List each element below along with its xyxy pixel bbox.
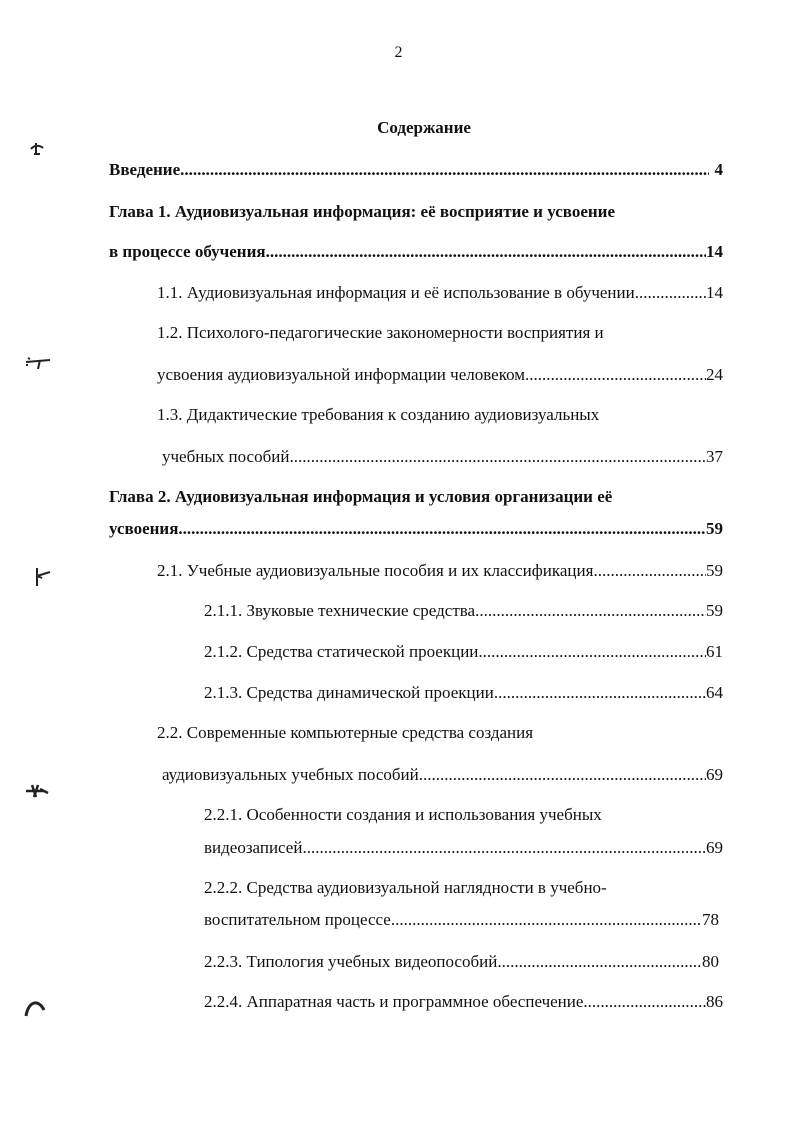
toc-section-1-1[interactable] [157, 282, 723, 304]
toc-entry-label: усвоения аудиовизуальной информации человеком [157, 365, 526, 384]
toc-entry-label: 1.3. Дидактические требования к созданию аудиовизуальных [157, 405, 600, 424]
toc-section-1-2-line2[interactable] [157, 364, 723, 386]
scan-mark-icon [28, 566, 54, 592]
toc-entry-page: 69 [706, 838, 723, 857]
leader-dots [419, 764, 706, 786]
scan-mark-icon [28, 140, 50, 162]
toc-entry-page: 14 [706, 242, 723, 261]
toc-entry-label: воспитательном процессе [204, 910, 391, 929]
toc-entry-page: 86 [706, 992, 723, 1011]
toc-entry-page: 37 [706, 447, 723, 466]
toc-entry-page: 4 [714, 160, 723, 179]
toc-entry-page: 24 [706, 365, 723, 384]
toc-entry-label: 2.1. Учебные аудиовизуальные пособия и их классификация [157, 561, 594, 580]
toc-section-2-1[interactable] [157, 560, 723, 582]
toc-entry-label: в процессе обучения [109, 242, 266, 261]
toc-entry-label: 1.1. Аудиовизуальная информация и её использование в обучении [157, 283, 635, 302]
leader-dots [180, 159, 708, 181]
toc-entry-page: 59 [706, 519, 723, 538]
toc-section-1-3-line1[interactable] [157, 404, 717, 426]
toc-entry-page: 14 [706, 283, 723, 302]
leader-dots [289, 446, 706, 468]
leader-dots [593, 560, 706, 582]
toc-entry-label: учебных пособий [162, 447, 290, 466]
toc-section-1-3-line2[interactable] [162, 446, 723, 468]
toc-subsection-2-1-2[interactable] [204, 641, 723, 663]
toc-chapter-1-line2[interactable] [109, 241, 723, 263]
toc-entry-intro[interactable] [109, 159, 723, 181]
toc-entry-page: 69 [706, 765, 723, 784]
toc-entry-page: 59 [706, 601, 723, 620]
leader-dots [178, 518, 706, 540]
toc-entry-label: 2.2.2. Средства аудиовизуальной наглядности в учебно- [204, 878, 607, 897]
toc-section-2-2-line2[interactable] [162, 764, 723, 786]
leader-dots [266, 241, 706, 263]
toc-subsection-2-1-1[interactable] [204, 600, 723, 622]
leader-dots [475, 600, 706, 622]
toc-entry-page: 59 [706, 561, 723, 580]
toc-entry-page: 61 [706, 642, 723, 661]
toc-chapter-2-line2[interactable] [109, 518, 723, 540]
toc-subsection-2-2-1-line2[interactable] [204, 837, 723, 859]
toc-entry-label: усвоения [109, 519, 179, 538]
leader-dots [478, 641, 706, 663]
toc-entry-label: 2.2.3. Типология учебных видеопособий [204, 952, 498, 971]
toc-subsection-2-2-2-line1[interactable] [204, 877, 717, 899]
toc-entry-label: 1.2. Психолого-педагогические закономерности восприятия и [157, 323, 604, 342]
page-title: Содержание [377, 118, 471, 137]
toc-entry-label: 2.1.2. Средства статической проекции [204, 642, 479, 661]
toc-subsection-2-2-4[interactable] [204, 991, 723, 1013]
toc-section-1-2-line1[interactable] [157, 322, 717, 344]
toc-chapter-1-line1[interactable] [109, 201, 729, 223]
scan-mark-icon [22, 781, 50, 805]
toc-section-2-2-line1[interactable] [157, 722, 717, 744]
leader-dots [494, 682, 706, 704]
toc-entry-page: 80 [702, 952, 719, 971]
leader-dots [302, 837, 706, 859]
page-number: 2 [394, 44, 403, 61]
toc-entry-label: 2.2. Современные компьютерные средства создания [157, 723, 534, 742]
toc-entry-label: 2.2.4. Аппаратная часть и программное обеспечение [204, 992, 584, 1011]
toc-entry-page: 78 [702, 910, 719, 929]
toc-subsection-2-2-1-line1[interactable] [204, 804, 717, 826]
leader-dots [391, 909, 702, 931]
toc-entry-label: Введение [109, 160, 181, 179]
toc-chapter-2-line1[interactable] [109, 486, 729, 508]
toc-entry-label: Глава 2. Аудиовизуальная информация и условия организации её [109, 487, 613, 506]
toc-entry-label: 2.1.1. Звуковые технические средства [204, 601, 476, 620]
toc-entry-label: 2.1.3. Средства динамической проекции [204, 683, 494, 702]
toc-entry-page: 64 [706, 683, 723, 702]
scan-mark-icon [22, 996, 48, 1022]
leader-dots [635, 282, 706, 304]
toc-entry-label: Глава 1. Аудиовизуальная информация: её восприятие и усвоение [109, 202, 615, 221]
leader-dots [497, 951, 702, 973]
toc-entry-label: 2.2.1. Особенности создания и использования учебных [204, 805, 602, 824]
toc-subsection-2-2-3[interactable] [204, 951, 719, 973]
scan-mark-icon [24, 353, 54, 375]
toc-entry-label: аудиовизуальных учебных пособий [162, 765, 419, 784]
toc-subsection-2-1-3[interactable] [204, 682, 723, 704]
leader-dots [525, 364, 706, 386]
toc-subsection-2-2-2-line2[interactable] [204, 909, 719, 931]
leader-dots [583, 991, 706, 1013]
toc-entry-label: видеозаписей [204, 838, 303, 857]
